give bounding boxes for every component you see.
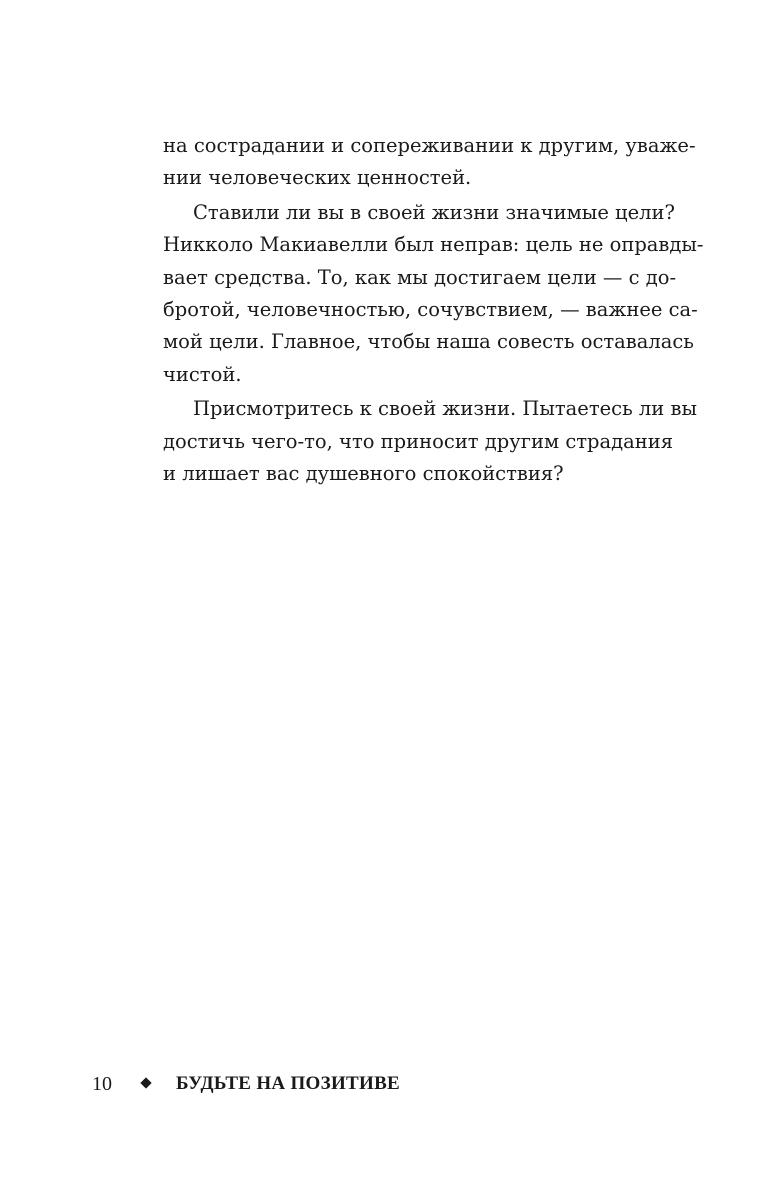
text-line: и лишает вас душевного спокойствия? <box>163 461 564 485</box>
text-line: достичь чего-то, что приносит другим страдания <box>163 429 674 453</box>
text-line: Присмотритесь к своей жизни. Пытаетесь ли вы <box>193 397 697 421</box>
text-line: бротой, человечностью, сочувствием, — важнее са- <box>163 297 698 321</box>
running-title: БУДЬТЕ НА ПОЗИТИВЕ <box>176 1073 401 1095</box>
text-line: вает средства. То, как мы достигаем цели — с до- <box>163 265 677 289</box>
text-line: Ставили ли вы в своей жизни значимые цели? <box>193 200 675 224</box>
text-line: Никколо Макиавелли был неправ: цель не оправды- <box>163 233 704 257</box>
text-line: чистой. <box>163 362 242 386</box>
diamond-icon <box>140 1078 151 1089</box>
page-number: 10 <box>92 1073 112 1096</box>
text-line: нии человеческих ценностей. <box>163 166 472 190</box>
text-line: на сострадании и сопереживании к другим, уваже- <box>163 134 696 157</box>
text-line: мой цели. Главное, чтобы наша совесть оставалась <box>163 330 694 354</box>
body-text <box>163 130 704 490</box>
page-footer <box>92 1068 400 1100</box>
